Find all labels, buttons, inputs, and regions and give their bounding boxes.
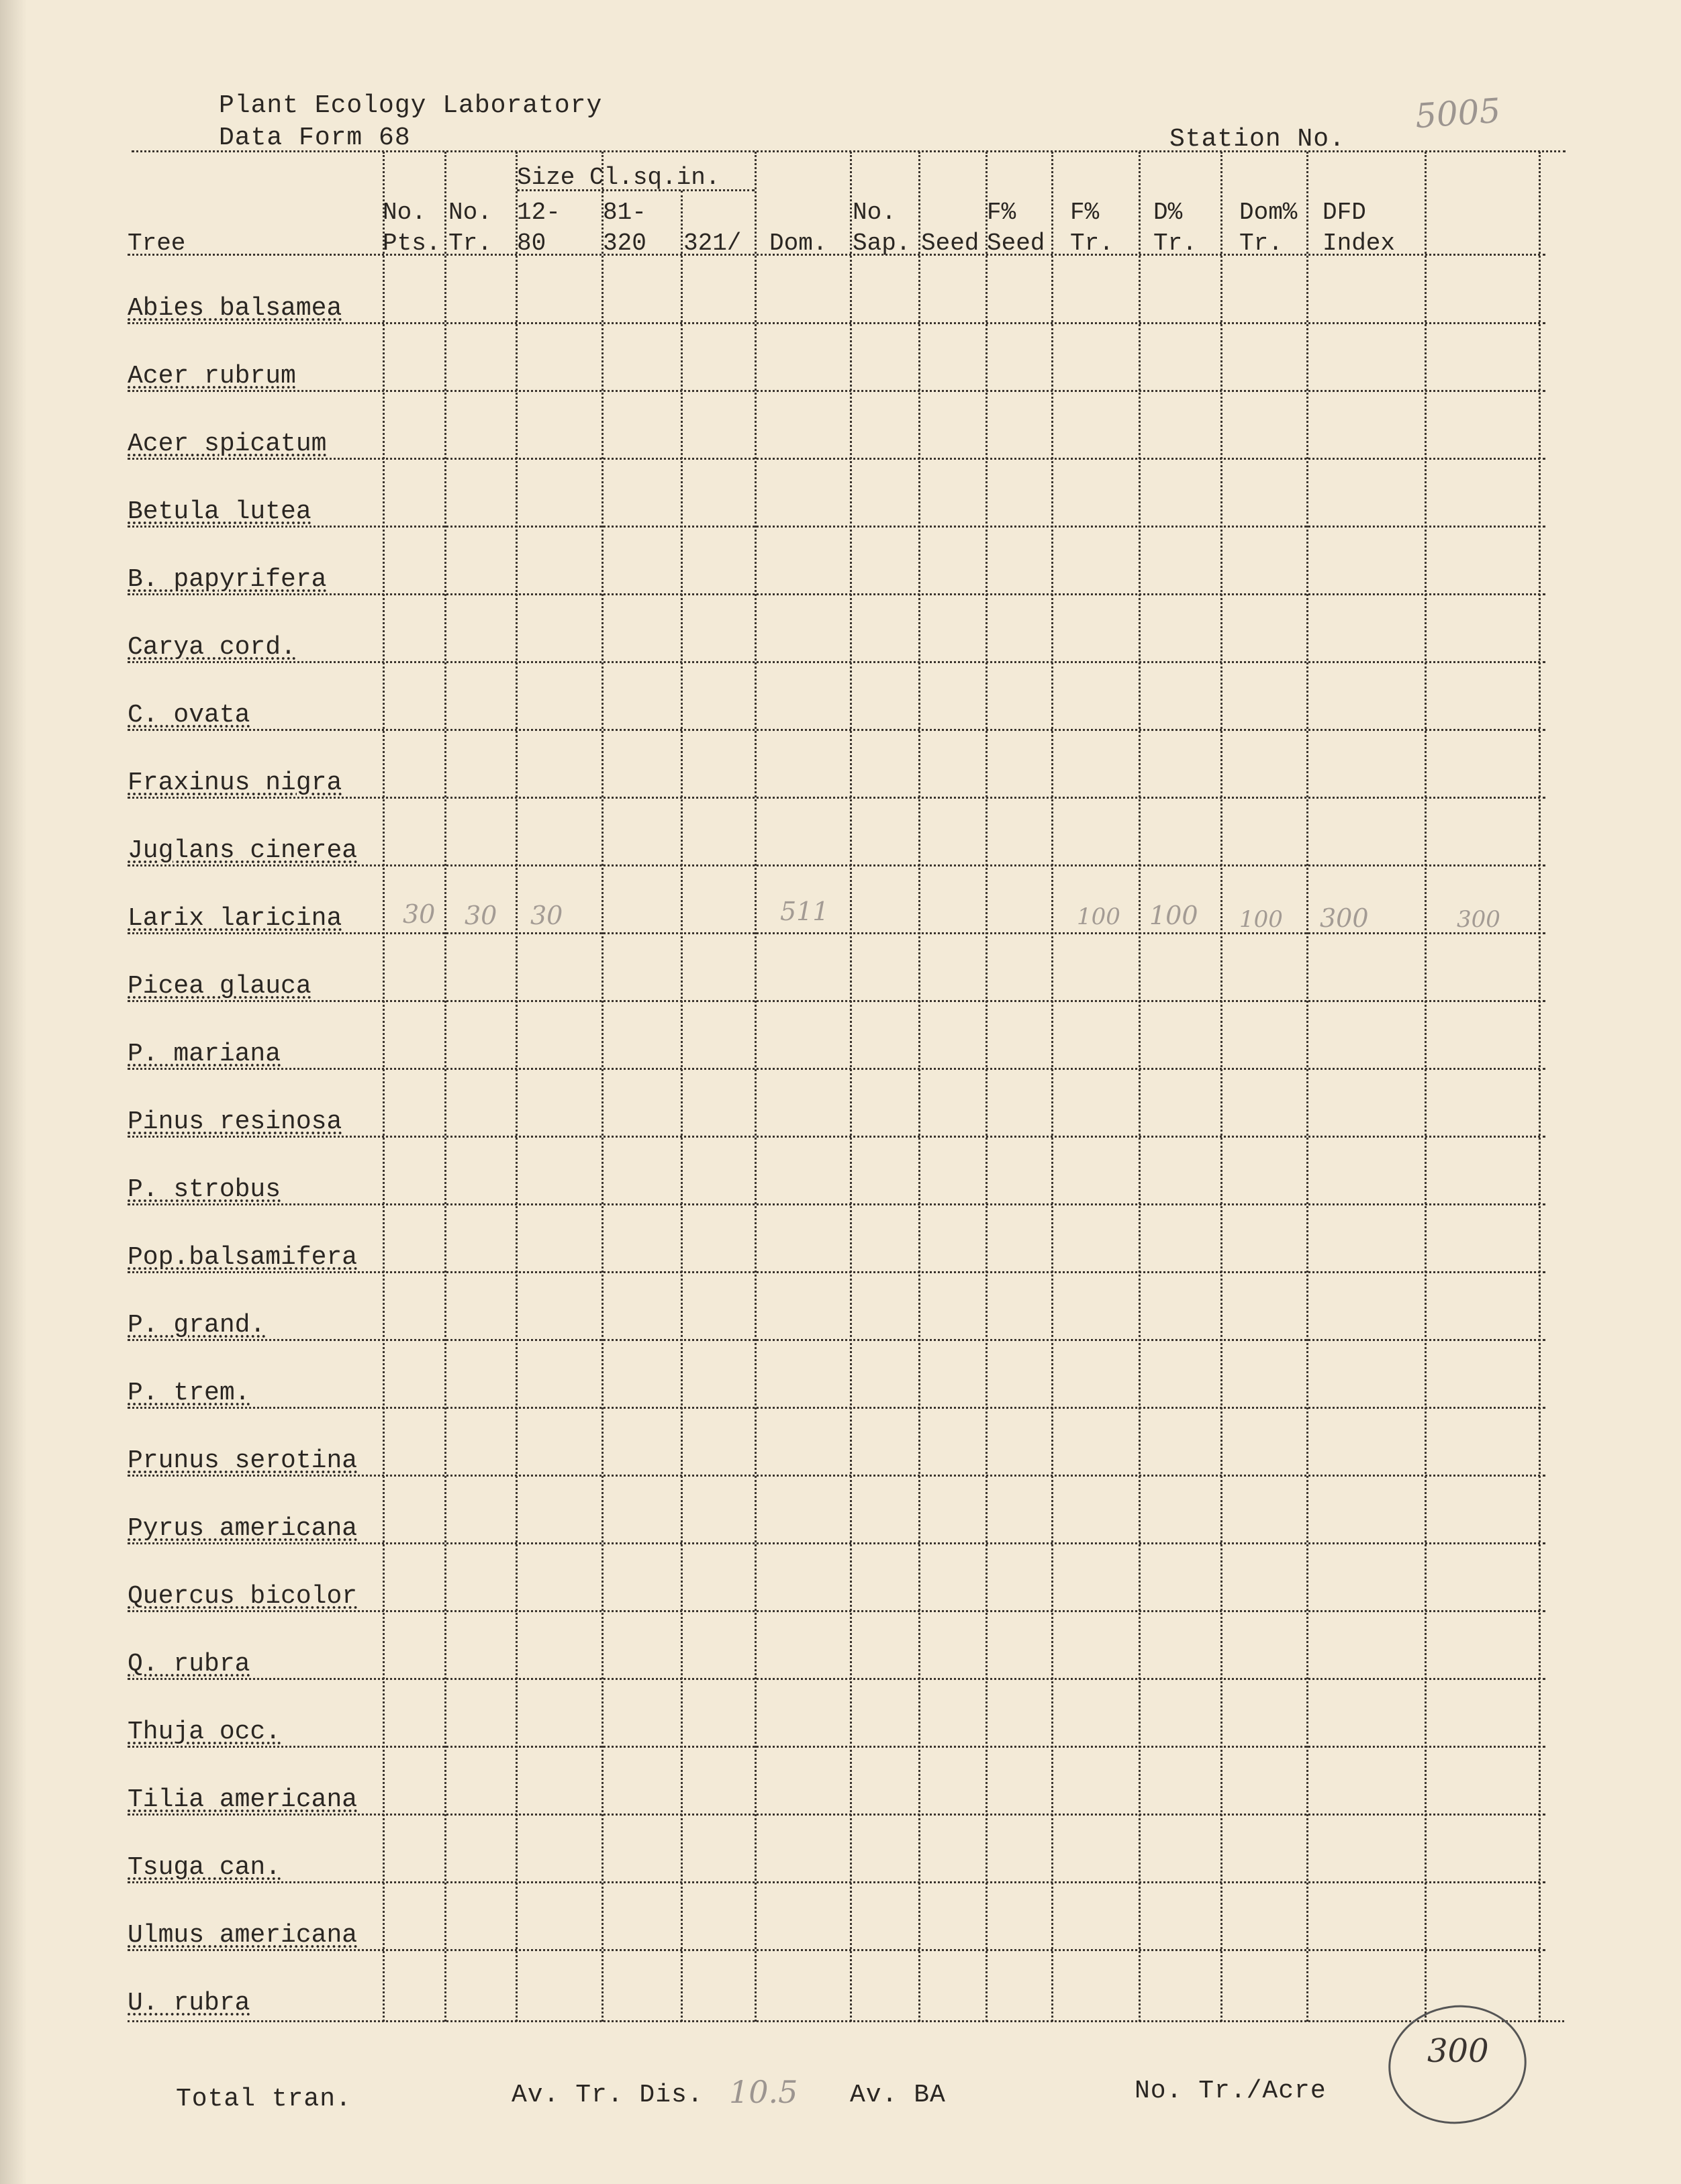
header-81-320: 81- 320	[603, 199, 646, 257]
row-rule	[128, 390, 1545, 392]
column-divider	[986, 152, 988, 2022]
column-divider	[850, 152, 852, 2022]
column-divider	[1306, 152, 1308, 2022]
column-divider	[1539, 152, 1541, 2022]
species-larix-laricina: Larix laricina	[128, 904, 342, 933]
row-rule	[128, 729, 1545, 731]
av-tr-dis-value: 10.5	[729, 2074, 798, 2110]
top-rule	[132, 150, 1566, 152]
row-rule	[128, 593, 1545, 595]
page-edge-shadow	[0, 0, 27, 2184]
bottom-rule	[128, 2020, 1564, 2022]
larix-dom: 511	[780, 897, 829, 926]
larix-no-tr: 30	[465, 901, 497, 930]
station-label: Station No.	[1169, 125, 1345, 154]
column-divider	[602, 152, 604, 2022]
column-divider	[1051, 152, 1053, 2022]
column-divider	[918, 152, 920, 2022]
form-name: Data Form 68	[219, 123, 411, 152]
header-f-tr: F% Tr.	[1070, 199, 1114, 257]
header-seed: Seed	[921, 230, 979, 257]
column-divider	[755, 152, 757, 2022]
species-prunus-serotina: Prunus serotina	[128, 1446, 358, 1475]
species-tsuga-can: Tsuga can.	[128, 1853, 281, 1882]
header-no-tr: No. Tr.	[448, 199, 492, 257]
species-p-trem: P. trem.	[128, 1379, 250, 1407]
larix-extra-value: 300	[1457, 906, 1500, 933]
larix-no-pts: 30	[403, 899, 436, 929]
column-divider	[516, 152, 518, 2022]
no-tr-acre-label: No. Tr./Acre	[1135, 2077, 1327, 2105]
species-picea-glauca: Picea glauca	[128, 972, 311, 1001]
av-ba-label: Av. BA	[850, 2081, 946, 2109]
species-u-rubra: U. rubra	[128, 1989, 250, 2018]
header-tree: Tree	[128, 230, 186, 257]
lab-name: Plant Ecology Laboratory	[219, 91, 603, 120]
species-acer-rubrum: Acer rubrum	[128, 362, 296, 391]
header-321-plus: 321/	[683, 230, 742, 257]
no-tr-acre-value: 300	[1427, 2032, 1489, 2070]
header-12-80: 12- 80	[517, 199, 561, 257]
species-carya-cord: Carya cord.	[128, 633, 296, 662]
species-abies-balsamea: Abies balsamea	[128, 294, 342, 323]
larix-f-tr: 100	[1077, 903, 1120, 930]
header-dfd-index: DFD Index	[1323, 199, 1396, 257]
header-no-sap: No. Sap.	[853, 199, 911, 257]
larix-12-80: 30	[530, 901, 563, 930]
species-ulmus-americana: Ulmus americana	[128, 1921, 358, 1950]
row-rule	[128, 1746, 1545, 1748]
column-divider	[1139, 152, 1141, 2022]
species-pop-balsamifera: Pop.balsamifera	[128, 1243, 358, 1272]
species-fraxinus-nigra: Fraxinus nigra	[128, 768, 342, 797]
row-rule	[128, 1000, 1545, 1002]
row-rule	[128, 1203, 1545, 1205]
column-divider	[383, 152, 385, 2022]
species-p-grand: P. grand.	[128, 1311, 266, 1340]
row-rule	[128, 1068, 1545, 1070]
species-acer-spicatum: Acer spicatum	[128, 430, 327, 458]
row-rule	[128, 1881, 1545, 1883]
station-number: 5005	[1414, 91, 1502, 136]
column-divider	[444, 152, 446, 2022]
species-p-mariana: P. mariana	[128, 1040, 281, 1069]
species-thuja-occ: Thuja occ.	[128, 1718, 281, 1746]
row-rule	[128, 526, 1545, 528]
header-d-tr: D% Tr.	[1153, 199, 1197, 257]
column-divider	[1220, 152, 1222, 2022]
larix-d-tr: 100	[1149, 901, 1198, 930]
header-dom-tr: Dom% Tr.	[1239, 199, 1298, 257]
size-class-rule	[517, 189, 755, 191]
total-tran-label: Total tran.	[176, 2085, 352, 2114]
species-q-rubra: Q. rubra	[128, 1650, 250, 1679]
species-pyrus-americana: Pyrus americana	[128, 1514, 358, 1543]
species-b-papyrifera: B. papyrifera	[128, 565, 327, 594]
row-rule	[128, 661, 1545, 663]
header-f-seed: F% Seed	[987, 199, 1045, 257]
row-rule	[128, 1407, 1545, 1409]
column-divider	[1425, 152, 1427, 2022]
column-divider	[681, 191, 683, 2022]
row-rule	[128, 458, 1545, 460]
species-tilia-americana: Tilia americana	[128, 1785, 358, 1814]
larix-dom-tr: 100	[1239, 906, 1283, 933]
header-size-class: Size Cl.sq.in.	[517, 164, 720, 191]
species-c-ovata: C. ovata	[128, 701, 250, 730]
header-dom: Dom.	[769, 230, 828, 257]
row-rule	[128, 1678, 1545, 1680]
header-bottom-rule	[128, 254, 1545, 256]
species-betula-lutea: Betula lutea	[128, 497, 311, 526]
species-pinus-resinosa: Pinus resinosa	[128, 1107, 342, 1136]
av-tr-dis-label: Av. Tr. Dis.	[512, 2081, 704, 2109]
species-quercus-bicolor: Quercus bicolor	[128, 1582, 358, 1611]
species-juglans-cinerea: Juglans cinerea	[128, 836, 358, 865]
species-p-strobus: P. strobus	[128, 1175, 281, 1204]
row-rule	[128, 1339, 1545, 1341]
larix-dfd-index: 300	[1320, 903, 1369, 933]
header-no-pts: No. Pts.	[383, 199, 441, 257]
